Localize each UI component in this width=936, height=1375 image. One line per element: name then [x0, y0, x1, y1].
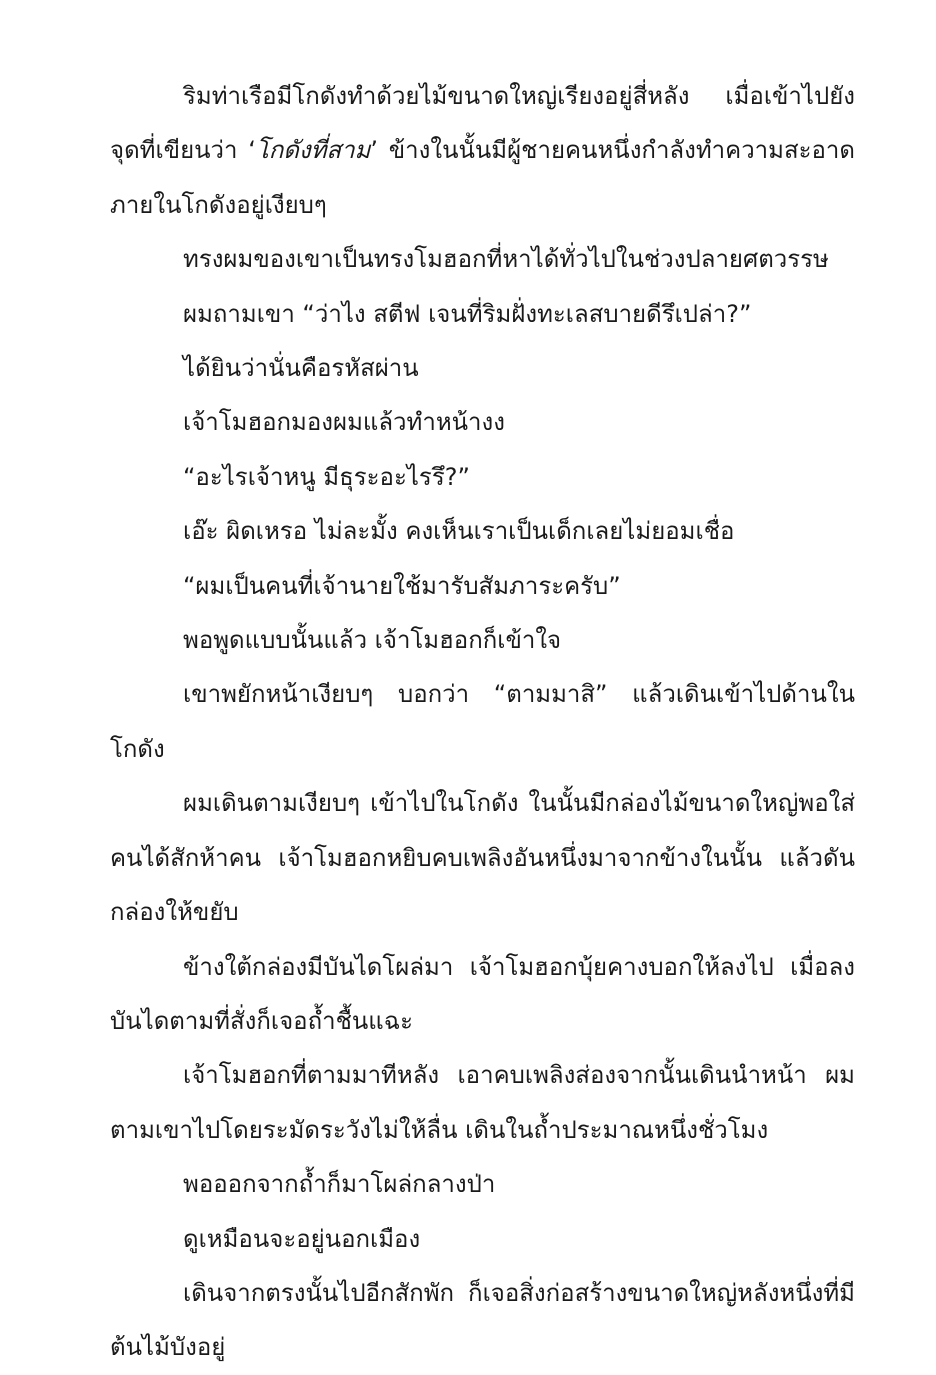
paragraph: ดูเหมือนจะอยู่นอกเมือง: [183, 1224, 421, 1253]
paragraph: “ผมเป็นคนที่เจ้านายใช้มารับสัมภาระครับ”: [183, 571, 621, 600]
paragraph-text: ’ ข้างในนั้นมีผู้ชายคนหนึ่งกำลังทำความสะอาดภายในโกดังอยู่เงียบๆ: [110, 136, 855, 219]
italic-place-name: โกดังที่สาม: [255, 136, 371, 165]
paragraph: พอออกจากถ้ำก็มาโผล่กลางป่า: [183, 1170, 496, 1199]
paragraph: เจ้าโมฮอกมองผมแล้วทำหน้างง: [183, 408, 505, 437]
paragraph: เขาพยักหน้าเงียบๆ บอกว่า “ตามมาสิ” แล้วเดินเข้าไปด้านในโกดัง: [110, 680, 855, 763]
paragraph: [110, 69, 855, 232]
paragraph-text: ริมท่าเรือมีโกดังทำด้วยไม้ขนาดใหญ่เรียงอยู่สี่หลัง เมื่อเข้าไปยังจุดที่เขียนว่า ‘: [110, 82, 855, 165]
paragraph: เดินจากตรงนั้นไปอีกสักพัก ก็เจอสิ่งก่อสร้างขนาดใหญ่หลังหนึ่งที่มีต้นไม้บังอยู่: [110, 1278, 855, 1362]
paragraph: เจ้าโมฮอกที่ตามมาทีหลัง เอาคบเพลิงส่องจากนั้นเดินนำหน้า ผมตามเขาไปโดยระมัดระวังไม่ให้ลื่น เดินในถ้ำประมาณหนึ่งชั่วโมง: [110, 1061, 855, 1144]
paragraph: พอพูดแบบนั้นแล้ว เจ้าโมฮอกก็เข้าใจ: [183, 626, 562, 655]
paragraph: “อะไรเจ้าหนู มีธุระอะไรรึ?”: [183, 462, 470, 491]
paragraph: ผมเดินตามเงียบๆ เข้าไปในโกดัง ในนั้นมีกล่องไม้ขนาดใหญ่พอใส่คนได้สักห้าคน เจ้าโมฮอกหยิบคบเพลิงอันหนึ่งมาจากข้างในนั้น แล้วดันกล่องให้ขยับ: [110, 789, 855, 927]
paragraph: ข้างใต้กล่องมีบันไดโผล่มา เจ้าโมฮอกบุ้ยคางบอกให้ลงไป เมื่อลงบันไดตามที่สั่งก็เจอถ้ำชื้นแฉะ: [110, 952, 855, 1035]
paragraph: ทรงผมของเขาเป็นทรงโมฮอกที่หาได้ทั่วไปในช่วงปลายศตวรรษ: [183, 245, 829, 274]
paragraph: ผมถามเขา “ว่าไง สตีฟ เจนที่ริมฝั่งทะเลสบายดีรึเปล่า?”: [183, 299, 752, 328]
paragraph: ได้ยินว่านั่นคือรหัสผ่าน: [183, 354, 419, 383]
paragraph: เอ๊ะ ผิดเหรอ ไม่ละมั้ง คงเห็นเราเป็นเด็กเลยไม่ยอมเชื่อ: [183, 517, 735, 546]
body-text: [110, 69, 855, 1375]
